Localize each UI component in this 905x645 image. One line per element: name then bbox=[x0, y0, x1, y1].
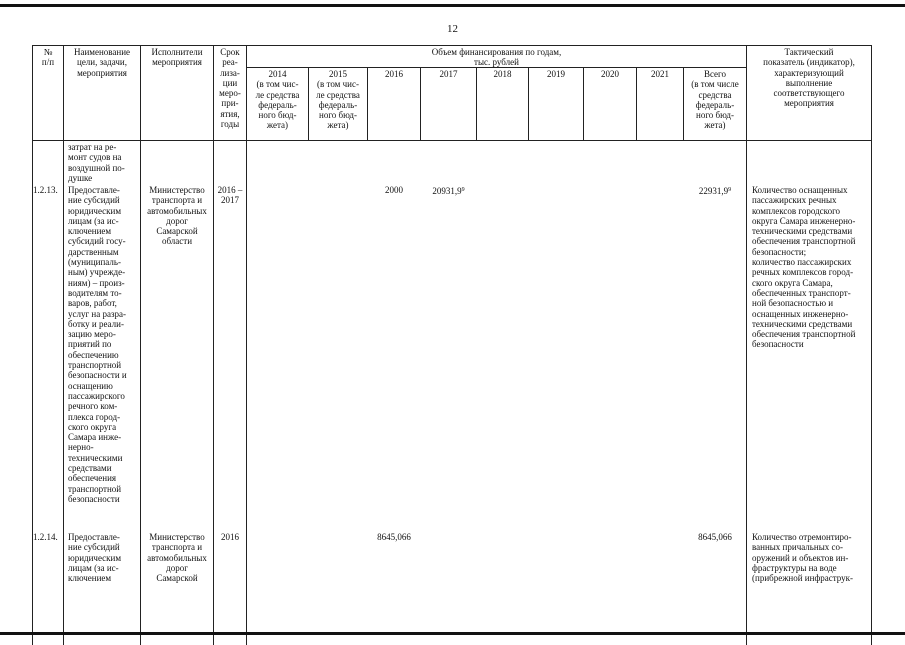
row-1-2-14-num: 1.2.14. bbox=[33, 532, 58, 542]
page-number: 12 bbox=[447, 23, 458, 35]
funding-table bbox=[32, 45, 872, 645]
header-executors: Исполнители мероприятия bbox=[151, 47, 203, 68]
col-divider bbox=[246, 45, 247, 645]
row-1-2-14-executor: Министерство транспорта и автомобильных дорог Самарской bbox=[147, 532, 207, 584]
header-name: Наименование цели, задачи, мероприятия bbox=[73, 47, 131, 78]
row-1-2-13-executor: Министерство транспорта и автомобильных дорог Самарской области bbox=[147, 185, 207, 247]
header-year-2016: 2016 bbox=[385, 69, 403, 79]
header-funding-title: Объем финансирования по годам, тыс. рублей bbox=[431, 47, 562, 68]
header-year-2017: 2017 bbox=[439, 69, 458, 79]
row-1-2-13-2017-footnote: 9 bbox=[461, 187, 465, 193]
col-divider bbox=[213, 45, 214, 645]
header-year-2019: 2019 bbox=[547, 69, 565, 79]
row-1-2-14-2016: 8645,066 bbox=[377, 532, 411, 542]
header-year-2021: 2021 bbox=[651, 69, 669, 79]
row-1-2-13-num: 1.2.13. bbox=[33, 185, 58, 195]
row-1-2-13-total bbox=[684, 185, 746, 196]
header-total: Всего (в том числе средства федераль- ного бюд- жета) bbox=[691, 69, 739, 131]
col-divider bbox=[63, 45, 64, 645]
bottom-rule bbox=[0, 632, 905, 635]
row-1-2-13-2016: 2000 bbox=[385, 185, 403, 195]
row-1-2-13-indicator: Количество оснащенных пассажирских речных комплексов городского округа Самара инженерно- техническими средствами обеспечения транспортной безопасности; количество пассажирских речных комплексов город- ского округа Самара, обеспеченных транспорт- ной безопасностью и оснащенных инженерно- техническими средствами обеспечения транспортной безопасности bbox=[752, 185, 856, 350]
row-1-2-14-name: Предоставле- ние субсидий юридическим лицам (за ис- ключением bbox=[68, 532, 122, 584]
row-1-2-13-name: Предоставле- ние субсидий юридическим лицам (за ис- ключением субсидий госу- дарственным (муниципаль- ным) учрежде- ниям) – произ- водителям то- варов, работ, услуг на разра- ботку и реали- зацию меро- приятий по обеспечению транспортной безопасности и оснащению пассажирского речного ком- плекса город- ского округа Самара инже- нерно- техническими средствами обеспечения транспортной безопасности bbox=[68, 185, 127, 504]
top-rule bbox=[0, 4, 905, 7]
header-num: № п/п bbox=[41, 47, 55, 68]
col-divider bbox=[746, 45, 747, 645]
header-term: Срок реа- лиза- ции меро- при- ятия, годы bbox=[219, 47, 241, 130]
header-year-2018: 2018 bbox=[493, 69, 512, 79]
row-1-2-14-indicator: Количество отремонтиро- ванных причальных со- оружений и объектов ин- фраструктуры на воде (прибрежной инфраструк- bbox=[752, 532, 854, 584]
row-1-2-13-total-value: 22931,9 bbox=[698, 186, 729, 196]
header-year-2015: 2015 (в том чис- ле средства федераль- ного бюд- жета) bbox=[316, 69, 360, 131]
row-1-2-13-total-footnote: 9 bbox=[728, 187, 732, 193]
header-year-2020: 2020 bbox=[601, 69, 619, 79]
row-1-2-13-term: 2016 – 2017 bbox=[217, 185, 243, 206]
col-divider bbox=[32, 45, 33, 645]
row-1-2-13-2017-value: 20931,9 bbox=[432, 186, 462, 196]
row-1-2-14-term: 2016 bbox=[221, 532, 239, 542]
header-year-2014: 2014 (в том чис- ле средства федераль- ного бюд- жета) bbox=[255, 69, 300, 131]
header-indicator: Тактический показатель (индикатор), характеризующий выполнение соответствующего мероприятия bbox=[763, 47, 855, 109]
row-1-2-13-2017 bbox=[421, 185, 476, 196]
row-1-2-14-total: 8645,066 bbox=[698, 532, 732, 542]
continuation-text: затрат на ре- монт судов на воздушной по- душке bbox=[68, 142, 125, 183]
col-divider bbox=[871, 45, 872, 645]
